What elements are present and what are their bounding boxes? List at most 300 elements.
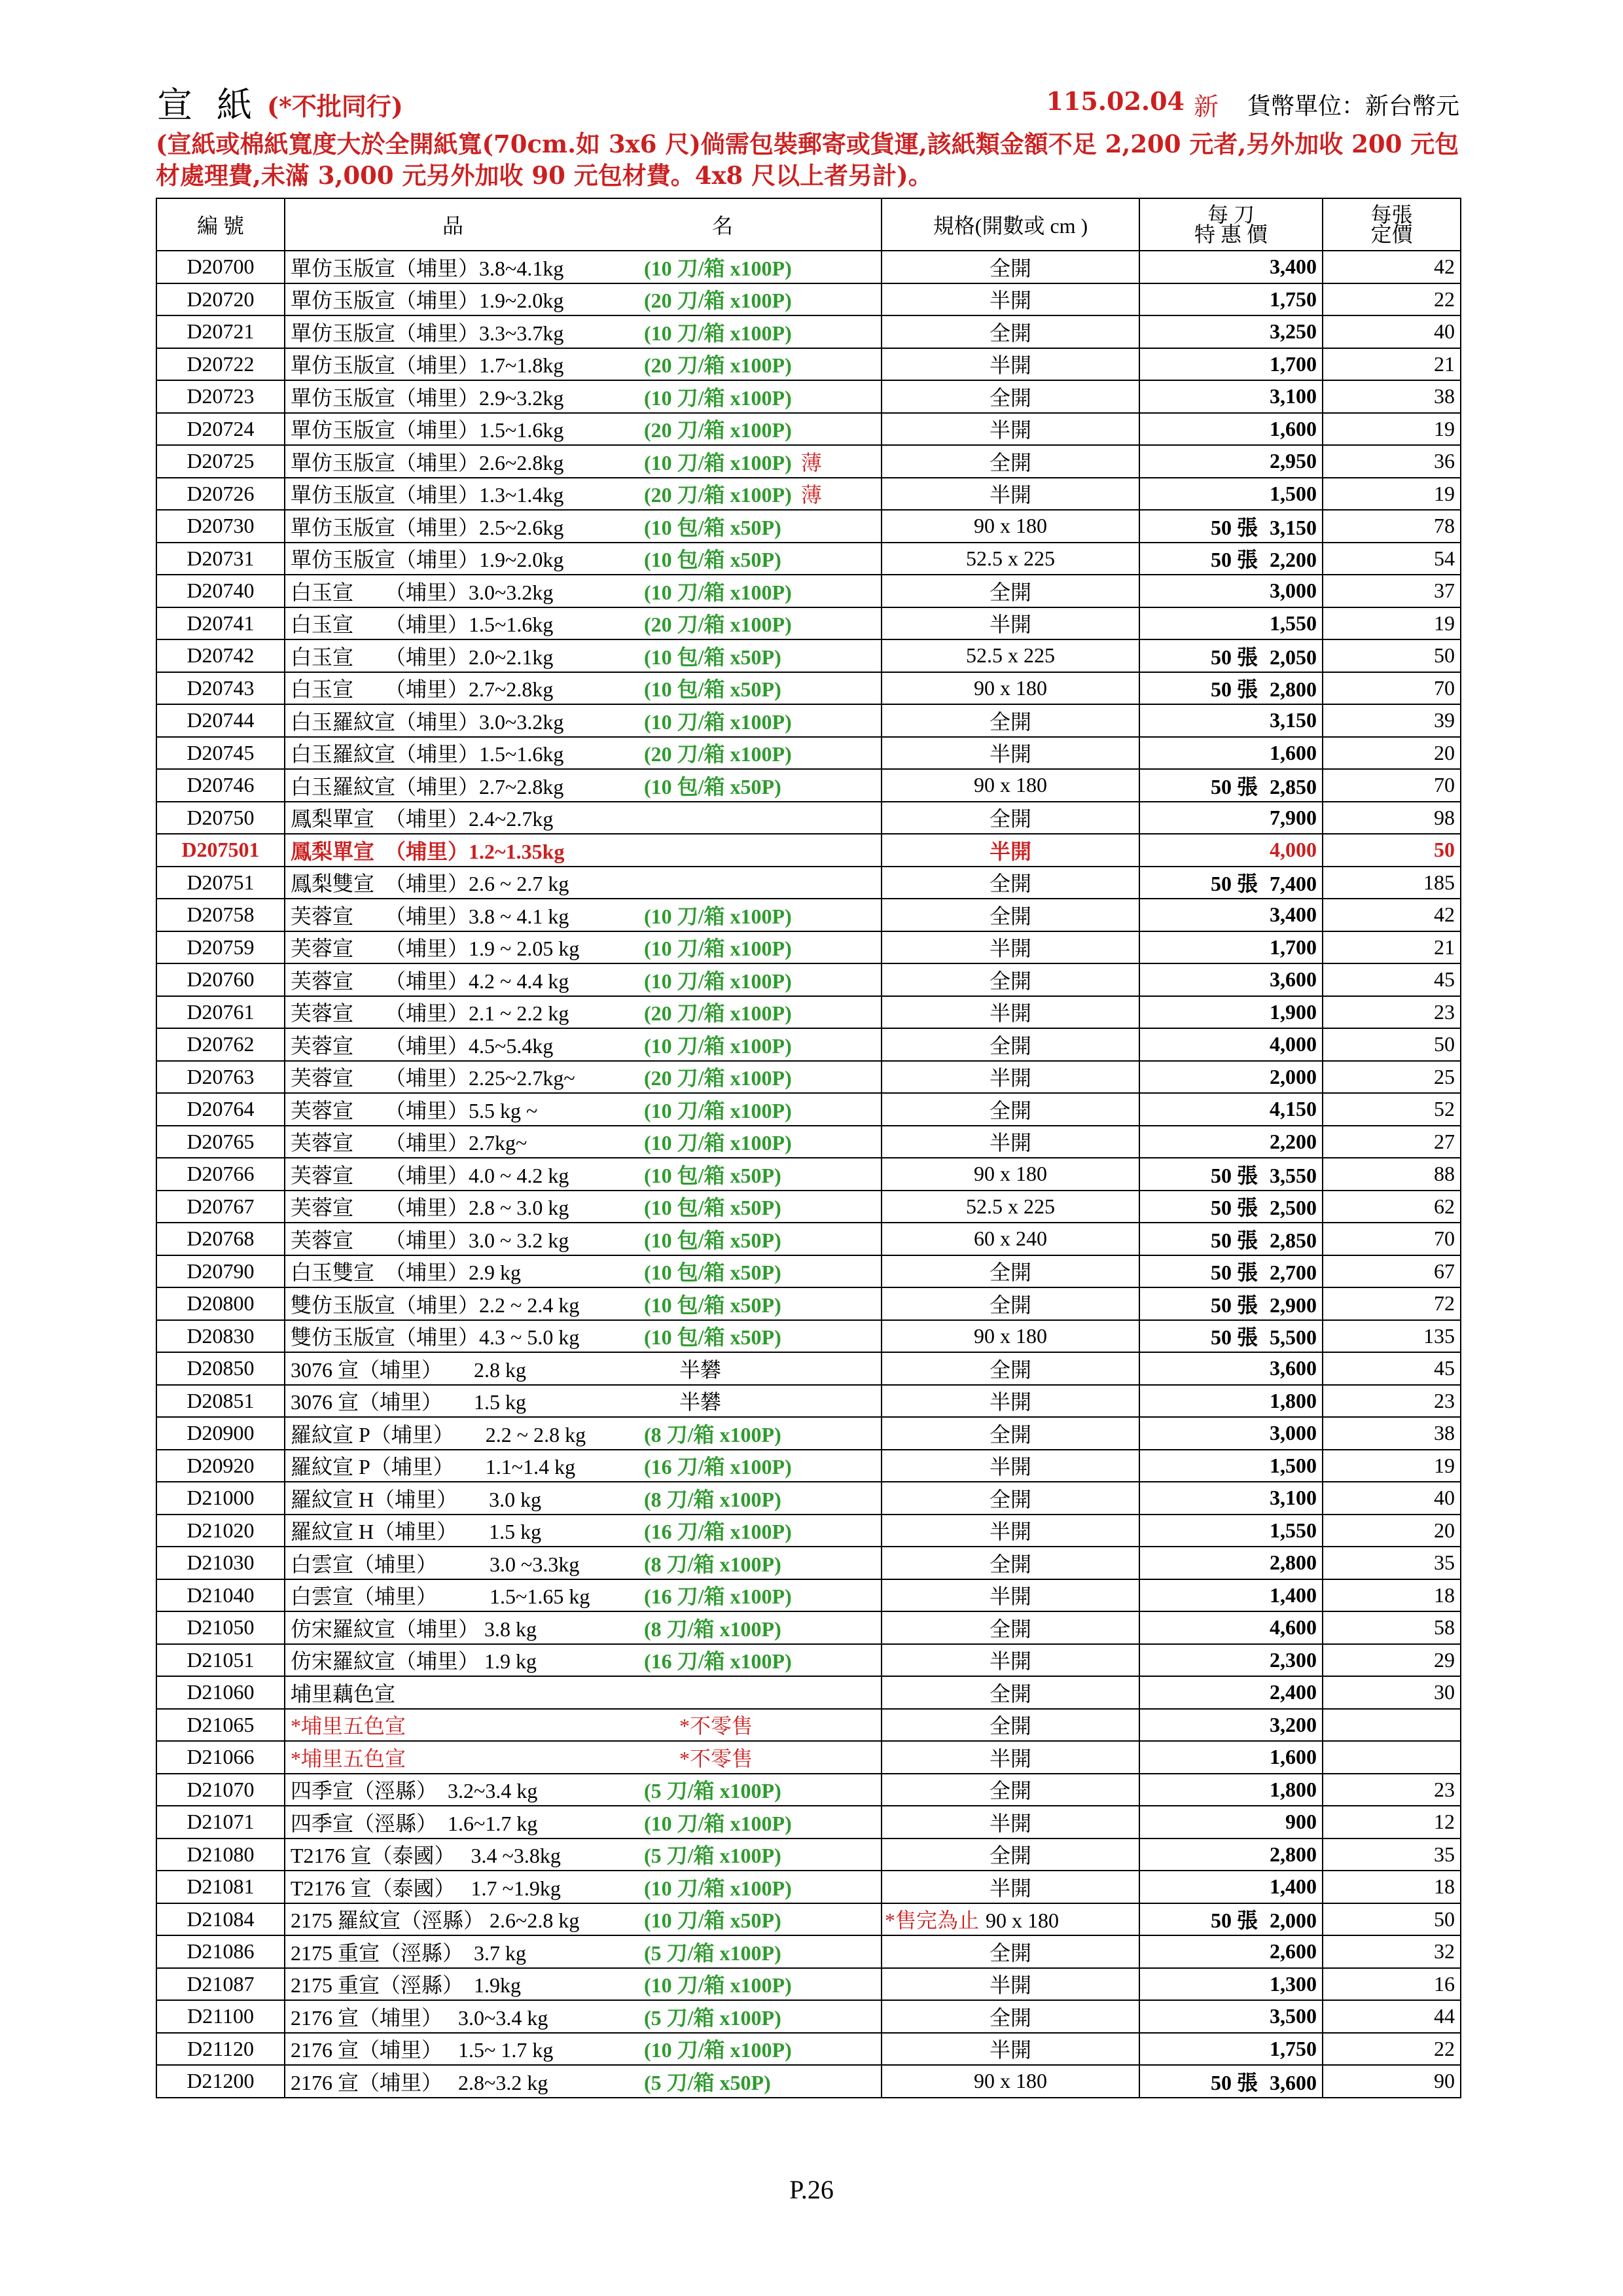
special-price-cell	[1139, 931, 1323, 964]
table-row	[156, 380, 1461, 413]
special-price: 2,800	[1270, 1551, 1317, 1575]
special-price: 7,900	[1270, 805, 1317, 829]
item-spec: 90 x 180	[974, 1162, 1047, 1186]
item-name-cell	[285, 867, 882, 899]
item-name: 2175 重宣（涇縣） 3.7 kg	[291, 1941, 527, 1965]
item-code: D21070	[156, 1774, 285, 1806]
item-name-cell	[285, 2033, 882, 2066]
item-code: D20764	[156, 1093, 285, 1126]
packing-info: (10 包/箱 x50P)	[644, 677, 781, 702]
item-spec: 半開	[989, 289, 1031, 313]
unit-price: 88	[1323, 1158, 1461, 1191]
item-spec-cell	[882, 607, 1139, 640]
item-name: 芙蓉宣 （埔里）2.8 ~ 3.0 kg	[291, 1196, 569, 1220]
item-spec: 半開	[989, 1585, 1031, 1609]
packing-info: (10 刀/箱 x100P)	[644, 321, 792, 345]
item-code: D20726	[156, 478, 285, 511]
item-name-cell	[285, 1547, 882, 1579]
item-code: D21081	[156, 1871, 285, 1903]
item-name: 白玉宣 （埔里）3.0~3.2kg	[291, 580, 554, 604]
table-row	[156, 348, 1461, 381]
special-price: 1,700	[1270, 351, 1317, 376]
item-code: D20721	[156, 315, 285, 348]
item-name: 四季宣（涇縣） 1.6~1.7 kg	[291, 1811, 538, 1835]
item-spec-cell	[882, 1061, 1139, 1094]
special-price: 2,600	[1270, 1939, 1317, 1964]
special-price: 1,500	[1270, 481, 1317, 505]
special-price: 1,400	[1270, 1874, 1317, 1899]
special-price: 1,750	[1270, 2036, 1317, 2060]
special-price-cell	[1139, 607, 1323, 640]
item-code: D20761	[156, 996, 285, 1029]
item-code: D21060	[156, 1676, 285, 1709]
unit-price: 37	[1323, 575, 1461, 607]
item-spec: 全開	[989, 1357, 1031, 1382]
item-name: 白玉宣 （埔里）1.5~1.6kg	[291, 613, 554, 637]
item-spec: 全開	[989, 450, 1031, 475]
unit-price: 54	[1323, 543, 1461, 575]
item-note: *不零售	[679, 1714, 753, 1738]
table-row	[156, 769, 1461, 802]
unit-price: 21	[1323, 931, 1461, 964]
item-spec-cell	[882, 769, 1139, 802]
packing-info: (20 刀/箱 x100P)	[644, 483, 792, 507]
item-spec-cell	[882, 380, 1139, 413]
item-code: D21050	[156, 1611, 285, 1644]
item-name-cell	[285, 704, 882, 737]
unit-price: 62	[1323, 1191, 1461, 1223]
item-spec: 全開	[989, 1552, 1031, 1576]
special-price: 4,600	[1270, 1615, 1317, 1640]
item-name: 芙蓉宣 （埔里）1.9 ~ 2.05 kg	[291, 937, 580, 961]
special-price-cell	[1139, 1774, 1323, 1806]
packing-info: (10 刀/箱 x100P)	[644, 937, 792, 961]
item-spec-cell	[882, 251, 1139, 283]
table-row	[156, 413, 1461, 446]
item-name: 芙蓉宣 （埔里）2.7kg~	[291, 1131, 527, 1155]
item-name: 埔里藕色宣	[291, 1681, 396, 1706]
item-code: D20760	[156, 963, 285, 996]
item-name-cell	[285, 283, 882, 316]
item-name-cell	[285, 899, 882, 931]
special-price-cell	[1139, 1579, 1323, 1612]
item-name-cell	[285, 1644, 882, 1677]
page-title: 宣 紙	[157, 84, 259, 126]
special-price-cell	[1139, 413, 1323, 446]
packing-info: (20 刀/箱 x100P)	[644, 1066, 792, 1090]
unit-price: 70	[1323, 769, 1461, 802]
unit-price: 19	[1323, 1450, 1461, 1482]
item-name-cell	[285, 1385, 882, 1418]
item-name: 鳳梨單宣 （埔里）2.4~2.7kg	[291, 807, 554, 831]
item-name: 單仿玉版宣（埔里）1.9~2.0kg	[291, 548, 564, 572]
item-spec: 90 x 180	[974, 1323, 1047, 1348]
item-name: 單仿玉版宣（埔里）1.7~1.8kg	[291, 353, 564, 378]
packing-info: (10 刀/箱 x100P)	[644, 969, 792, 993]
item-spec: 52.5 x 225	[966, 643, 1055, 668]
unit-price: 50	[1323, 1028, 1461, 1061]
unit-price: 44	[1323, 2000, 1461, 2033]
table-row	[156, 704, 1461, 737]
special-price: 1,600	[1270, 740, 1317, 764]
item-spec: 全開	[989, 709, 1031, 734]
item-spec: 全開	[989, 1033, 1031, 1058]
table-row	[156, 251, 1461, 283]
packing-info: (20 刀/箱 x100P)	[644, 613, 792, 637]
unit-price: 40	[1323, 1482, 1461, 1515]
header-code: 編 號	[156, 198, 285, 251]
item-name-cell	[285, 1223, 882, 1255]
item-code: D21087	[156, 1968, 285, 2001]
table-row	[156, 283, 1461, 316]
unit-price: 52	[1323, 1093, 1461, 1126]
unit-price: 22	[1323, 2033, 1461, 2066]
item-spec: 60 x 240	[974, 1227, 1047, 1251]
special-price-cell	[1139, 1676, 1323, 1709]
item-name: 3076 宣（埔里） 1.5 kg	[291, 1390, 527, 1414]
special-price: 1,750	[1270, 287, 1317, 311]
special-price: 2,300	[1270, 1647, 1317, 1672]
item-name: 仿宋羅紋宣（埔里） 3.8 kg	[291, 1617, 537, 1641]
table-row	[156, 1158, 1461, 1191]
special-price: 3,100	[1270, 384, 1317, 408]
unit-price: 12	[1323, 1806, 1461, 1839]
packing-info: (10 包/箱 x50P)	[644, 1325, 781, 1350]
unit-price: 21	[1323, 348, 1461, 381]
item-spec: 全開	[989, 2005, 1031, 2030]
unit-price: 67	[1323, 1255, 1461, 1288]
item-name-cell	[285, 1255, 882, 1288]
item-spec-cell	[882, 1774, 1139, 1806]
unit-price: 98	[1323, 802, 1461, 834]
special-price-cell	[1139, 1093, 1323, 1126]
shipping-notice: (宣紙或棉紙寬度大於全開紙寬(70cm.如 3x6 尺)倘需包裝郵寄或貨運,該紙類金額不足 2,200 元者,另外加收 200 元包材處理費,未滿 3,000 元另外加收 90 元包材費。4x8 尺以上者另計)。	[156, 130, 1459, 190]
special-price: 1,600	[1270, 416, 1317, 440]
unit-price: 50	[1323, 639, 1461, 672]
table-row	[156, 1028, 1461, 1061]
item-code: D20759	[156, 931, 285, 964]
unit-price: 35	[1323, 1547, 1461, 1579]
special-price-cell	[1139, 1482, 1323, 1515]
special-price: 2,800	[1270, 677, 1317, 702]
special-price: 2,000	[1270, 1064, 1317, 1088]
item-name-cell	[285, 1482, 882, 1515]
item-note: 半礬	[679, 1390, 722, 1414]
packing-info: (20 刀/箱 x100P)	[644, 289, 792, 313]
unit-price: 19	[1323, 478, 1461, 511]
item-name: 芙蓉宣 （埔里）5.5 kg ~	[291, 1098, 538, 1122]
item-name: 3076 宣（埔里） 2.8 kg	[291, 1357, 527, 1382]
item-spec: 全開	[989, 1779, 1031, 1803]
item-code: D20766	[156, 1158, 285, 1191]
table-row	[156, 1903, 1461, 1936]
item-name: 芙蓉宣 （埔里）4.0 ~ 4.2 kg	[291, 1163, 569, 1187]
item-name: 羅紋宣 P（埔里） 2.2 ~ 2.8 kg	[291, 1422, 586, 1446]
item-name-cell	[285, 1028, 882, 1061]
unit-price: 50	[1323, 834, 1461, 867]
unit-price	[1323, 1709, 1461, 1742]
table-row	[156, 1806, 1461, 1839]
item-name-cell	[285, 1158, 882, 1191]
table-row	[156, 1061, 1461, 1094]
item-code: D21071	[156, 1806, 285, 1839]
item-name-cell	[285, 1935, 882, 1968]
special-price: 3,150	[1270, 515, 1317, 539]
item-spec-cell	[882, 510, 1139, 543]
table-row	[156, 315, 1461, 348]
item-spec: 半開	[989, 1811, 1031, 1835]
item-name-cell	[285, 1320, 882, 1353]
quantity-label: 50 張	[1210, 1293, 1258, 1317]
table-row	[156, 1191, 1461, 1223]
item-spec: 52.5 x 225	[966, 546, 1055, 570]
item-name-cell	[285, 1806, 882, 1839]
item-spec: 全開	[989, 580, 1031, 604]
table-row	[156, 931, 1461, 964]
item-name: 白玉宣 （埔里）2.0~2.1kg	[291, 645, 554, 669]
quantity-label: 50 張	[1210, 515, 1258, 539]
special-price-cell	[1139, 1871, 1323, 1903]
item-name: 白玉雙宣 （埔里）2.9 kg	[291, 1261, 522, 1285]
item-name: 白玉羅紋宣（埔里）3.0~3.2kg	[291, 709, 564, 734]
packing-info: (16 刀/箱 x100P)	[644, 1649, 792, 1674]
quantity-label: 50 張	[1210, 1163, 1258, 1187]
special-price-cell	[1139, 1450, 1323, 1482]
item-spec-cell	[882, 1191, 1139, 1223]
item-name: 芙蓉宣 （埔里）2.25~2.7kg~	[291, 1066, 575, 1090]
item-spec-cell	[882, 315, 1139, 348]
packing-info: (20 刀/箱 x100P)	[644, 1001, 792, 1026]
unit-price: 38	[1323, 1417, 1461, 1450]
special-price: 2,850	[1270, 774, 1317, 798]
special-price-cell	[1139, 672, 1323, 705]
table-row	[156, 1515, 1461, 1547]
item-spec-cell	[882, 1676, 1139, 1709]
item-name-cell	[285, 2065, 882, 2098]
item-spec: 全開	[989, 1487, 1031, 1511]
table-row	[156, 802, 1461, 834]
item-spec-cell	[882, 1903, 1139, 1936]
item-spec-cell	[882, 931, 1139, 964]
item-name: 芙蓉宣 （埔里）2.1 ~ 2.2 kg	[291, 1001, 569, 1026]
unit-price: 39	[1323, 704, 1461, 737]
special-price: 3,550	[1270, 1163, 1317, 1187]
item-name-cell	[285, 769, 882, 802]
special-price-cell	[1139, 575, 1323, 607]
special-price: 4,000	[1270, 1032, 1317, 1056]
table-row	[156, 963, 1461, 996]
item-spec-cell	[882, 1223, 1139, 1255]
table-row	[156, 2000, 1461, 2033]
table-row	[156, 575, 1461, 607]
table-row	[156, 478, 1461, 511]
item-name-cell	[285, 607, 882, 640]
item-spec: 半開	[989, 1131, 1031, 1155]
item-name-cell	[285, 1611, 882, 1644]
quantity-label: 50 張	[1210, 2070, 1258, 2094]
item-name-cell	[285, 1126, 882, 1158]
item-spec: 半開	[989, 1649, 1031, 1674]
item-spec-cell	[882, 2000, 1139, 2033]
item-spec-cell	[882, 802, 1139, 834]
item-name-cell	[285, 834, 882, 867]
quantity-label: 50 張	[1210, 645, 1258, 669]
special-price-cell	[1139, 1320, 1323, 1353]
item-code: D20851	[156, 1385, 285, 1418]
item-name-cell	[285, 1287, 882, 1320]
table-row	[156, 2033, 1461, 2066]
item-name-cell	[285, 639, 882, 672]
item-spec-cell	[882, 1579, 1139, 1612]
item-name: 仿宋羅紋宣（埔里） 1.9 kg	[291, 1649, 537, 1674]
unit-price: 25	[1323, 1061, 1461, 1094]
table-row	[156, 1611, 1461, 1644]
item-spec-cell	[882, 737, 1139, 770]
item-name: 2176 宣（埔里） 3.0~3.4 kg	[291, 2005, 548, 2030]
item-code: D20800	[156, 1287, 285, 1320]
special-price-cell	[1139, 2000, 1323, 2033]
item-name-cell	[285, 575, 882, 607]
item-name-cell	[285, 1741, 882, 1774]
packing-info: (10 刀/箱 x50P)	[644, 1909, 781, 1933]
header-special-price: 每 刀 特 惠 價	[1139, 198, 1323, 251]
unit-price: 72	[1323, 1287, 1461, 1320]
special-price: 1,800	[1270, 1388, 1317, 1412]
special-price: 4,000	[1270, 838, 1317, 862]
item-name: 芙蓉宣 （埔里）4.5~5.4kg	[291, 1033, 554, 1058]
item-spec-cell	[882, 1644, 1139, 1677]
item-name: 單仿玉版宣（埔里）1.5~1.6kg	[291, 418, 564, 442]
item-name: 四季宣（涇縣） 3.2~3.4 kg	[291, 1779, 538, 1803]
item-name: 羅紋宣 P（埔里） 1.1~1.4 kg	[291, 1455, 576, 1479]
quantity-label: 50 張	[1210, 1228, 1258, 1252]
unit-price: 32	[1323, 1935, 1461, 1968]
item-name: 雙仿玉版宣（埔里）4.3 ~ 5.0 kg	[291, 1325, 580, 1350]
special-price-cell	[1139, 348, 1323, 381]
update-date-suffix: 新	[1193, 92, 1219, 121]
special-price: 2,500	[1270, 1196, 1317, 1220]
header-name: 品 名	[285, 198, 882, 251]
special-price-cell	[1139, 1547, 1323, 1579]
packing-info: (10 包/箱 x50P)	[644, 774, 781, 798]
item-spec-cell	[882, 672, 1139, 705]
item-spec-cell	[882, 963, 1139, 996]
item-code: D21065	[156, 1709, 285, 1742]
item-name: 白玉宣 （埔里）2.7~2.8kg	[291, 677, 554, 702]
packing-info: (10 刀/箱 x100P)	[644, 580, 792, 604]
packing-info: (16 刀/箱 x100P)	[644, 1520, 792, 1544]
item-spec-cell	[882, 445, 1139, 478]
special-price-cell	[1139, 1417, 1323, 1450]
item-spec: 半開	[989, 353, 1031, 378]
item-name-cell	[285, 413, 882, 446]
item-name-cell	[285, 543, 882, 575]
special-price-cell	[1139, 1028, 1323, 1061]
table-row	[156, 607, 1461, 640]
item-name-cell	[285, 1417, 882, 1450]
item-name: T2176 宣（泰國） 3.4 ~3.8kg	[291, 1844, 561, 1868]
item-code: D21120	[156, 2033, 285, 2066]
packing-info: (10 包/箱 x50P)	[644, 548, 781, 572]
item-name: *埔里五色宣	[291, 1714, 406, 1738]
item-spec-cell	[882, 575, 1139, 607]
packing-info: (10 包/箱 x50P)	[644, 645, 781, 669]
item-spec-cell	[882, 1028, 1139, 1061]
special-price-cell	[1139, 1611, 1323, 1644]
unit-price: 19	[1323, 607, 1461, 640]
item-spec-cell	[882, 2033, 1139, 2066]
table-row	[156, 1579, 1461, 1612]
special-price-cell	[1139, 1223, 1323, 1255]
special-price-cell	[1139, 1935, 1323, 1968]
item-spec: 52.5 x 225	[966, 1194, 1055, 1218]
item-name-cell	[285, 1093, 882, 1126]
item-code: D20731	[156, 543, 285, 575]
special-price: 1,300	[1270, 1971, 1317, 1996]
table-row	[156, 834, 1461, 867]
table-row	[156, 1255, 1461, 1288]
item-code: D20767	[156, 1191, 285, 1223]
special-price-cell	[1139, 478, 1323, 511]
item-code: D21040	[156, 1579, 285, 1612]
item-spec: 全開	[989, 256, 1031, 280]
item-spec: 半開	[989, 1455, 1031, 1479]
special-price-cell	[1139, 1126, 1323, 1158]
item-spec: 全開	[989, 1714, 1031, 1738]
item-name-cell	[285, 1061, 882, 1094]
item-code: D20723	[156, 380, 285, 413]
item-spec-cell	[882, 1417, 1139, 1450]
unit-price: 18	[1323, 1871, 1461, 1903]
packing-info: (16 刀/箱 x100P)	[644, 1455, 792, 1479]
item-spec: 全開	[989, 321, 1031, 345]
table-row	[156, 1774, 1461, 1806]
special-price: 3,100	[1270, 1486, 1317, 1510]
header-unit-price: 每張 定價	[1323, 198, 1461, 251]
quantity-label: 50 張	[1210, 1325, 1258, 1350]
special-price: 1,550	[1270, 611, 1317, 635]
item-spec-cell	[882, 543, 1139, 575]
item-spec-cell	[882, 1158, 1139, 1191]
special-price: 5,500	[1270, 1325, 1317, 1350]
item-name-cell	[285, 1709, 882, 1742]
item-code: D21030	[156, 1547, 285, 1579]
unit-price: 42	[1323, 899, 1461, 931]
unit-price: 45	[1323, 1352, 1461, 1385]
item-spec: 半開	[989, 2038, 1031, 2062]
special-price: 2,000	[1270, 1909, 1317, 1933]
packing-info: (5 刀/箱 x100P)	[644, 1779, 781, 1803]
item-code: D21200	[156, 2065, 285, 2098]
item-spec-cell	[882, 1968, 1139, 2001]
special-price-cell	[1139, 1191, 1323, 1223]
item-spec: 半開	[989, 1001, 1031, 1026]
item-code: D20790	[156, 1255, 285, 1288]
special-price: 3,500	[1270, 2004, 1317, 2028]
special-price-cell	[1139, 1806, 1323, 1839]
item-spec: 全開	[989, 872, 1031, 896]
special-price-cell	[1139, 1515, 1323, 1547]
special-price-cell	[1139, 543, 1323, 575]
item-spec-cell	[882, 2065, 1139, 2098]
item-code: D21020	[156, 1515, 285, 1547]
item-name-cell	[285, 996, 882, 1029]
packing-info: (10 刀/箱 x100P)	[644, 386, 792, 410]
page-number: P.26	[789, 2175, 834, 2204]
item-code: D20765	[156, 1126, 285, 1158]
special-price-cell	[1139, 1158, 1323, 1191]
unit-price: 27	[1323, 1126, 1461, 1158]
